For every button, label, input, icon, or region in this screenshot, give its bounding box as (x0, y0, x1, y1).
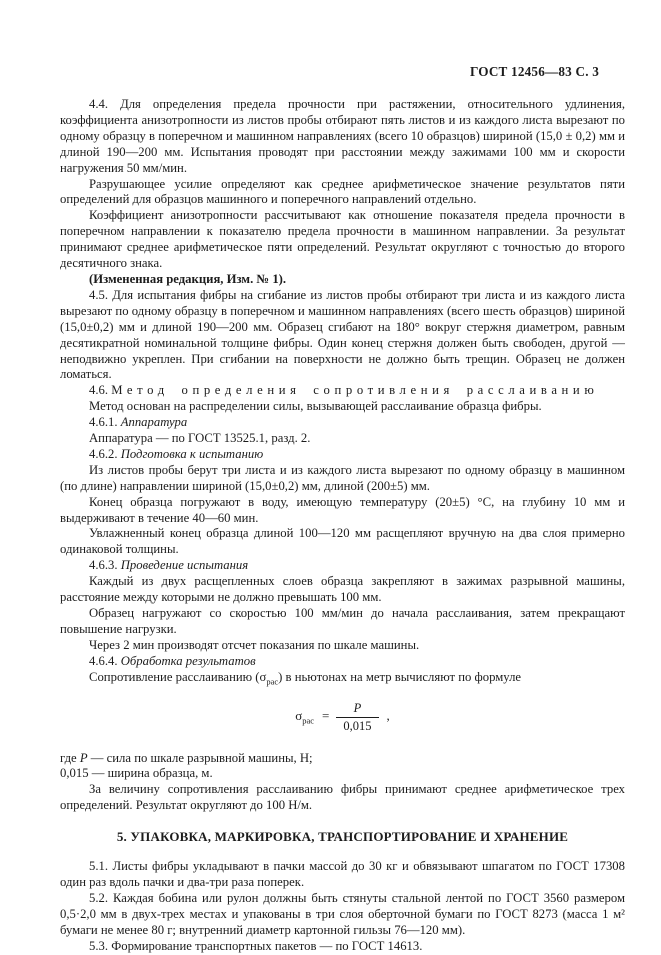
para-4-5: 4.5. Для испытания фибры на сгибание из листов пробы отбирают три листа и из каждого листа вырезают по одному образцу в поперечном и машинном направлениях (всего шесть образцов) шириной (15,0±0,2) мм и длиной 190—200 мм. Образец сгибают на 180° вокруг стержня диаметром, равным десятикратной номинальной толщине фибры. Один конец стержня должен быть свободен, другой — неподвижно укреплен. При сгибании на поверхности не должно быть трещин. Образец не должен ломаться. (60, 287, 625, 382)
para-4-6-3-reading: Через 2 мин производят отсчет показания по шкале машины. (89, 637, 420, 652)
para-5-2: 5.2. Каждая бобина или рулон должны быть стянуты стальной лентой по ГОСТ 3560 размером 0,5·2,0 мм в двух-трех местах и упакованы в три слоя оберточной бумаги по ГОСТ 8273 (масса 1 м² бумаги не менее 80 г; внутренний диаметр картонной гильзы 76—120 мм). (60, 890, 625, 937)
para-4-4: 4.4. Для определения предела прочности при растяжении, относительного удлинения, коэффициента анизотропности из листов пробы отбирают пять листов и из каждого листа вырезают по одному образцу в поперечном и машинном направлениях (всего 10 образцов) шириной (15,0 ± 0,2) мм и длиной 190—200 мм. Испытания проводят при расстоянии между зажимами 100 мм и скорости нагружения 50 мм/мин. (60, 97, 625, 175)
heading-4-6-2-number: 4.6.2. (89, 446, 118, 461)
heading-4-6-number: 4.6. (89, 383, 109, 398)
formula-intro-pre: Сопротивление расслаиванию (σ (89, 669, 267, 684)
formula-sigma-ras (60, 701, 625, 734)
fraction-numerator: P (353, 700, 362, 715)
running-header: ГОСТ 12456—83 С. 3 (469, 64, 599, 79)
heading-4-6 (60, 383, 625, 399)
heading-4-6-2-title: Подготовка к испытанию (120, 446, 264, 461)
para-4-6-2-water: Конец образца погружают в воду, имеющую температуру (20±5) °С, на глубину 10 мм и выдерживают в течение 40—60 мин. (60, 494, 625, 525)
fraction-denominator: 0,015 (336, 717, 378, 734)
heading-4-6-1-number: 4.6.1. (89, 415, 118, 430)
formula-legend-P (60, 751, 625, 767)
para-4-6-intro: Метод основан на распределении силы, вызывающей расслаивание образца фибры. (89, 399, 542, 414)
heading-4-6-1 (60, 415, 625, 431)
para-4-6-3-loading: Образец нагружают со скоростью 100 мм/мин до начала расслаивания, затем прекращают повышение нагрузки. (60, 606, 625, 636)
heading-4-6-3 (60, 558, 625, 574)
sigma-symbol: σ (295, 708, 303, 724)
formula-lhs (295, 708, 315, 726)
fraction (336, 701, 378, 734)
amended-note: (Измененная редакция, Изм. № 1). (89, 271, 287, 286)
heading-4-6-4-title: Обработка результатов (120, 653, 256, 668)
heading-4-6-4 (60, 654, 625, 670)
sigma-symbol-subscript: рас (302, 715, 315, 726)
legend-where-word: где (60, 750, 77, 765)
para-4-6-4-formula-intro (60, 670, 625, 686)
sigma-subscript: рас (266, 676, 279, 687)
para-5-3: 5.3. Формирование транспортных пакетов — по ГОСТ 14613. (89, 938, 423, 953)
para-4-4-breaking-force: Разрушающее усилие определяют как среднее арифметическое значение результатов пяти определений для образцов машинного и поперечного направлений отдельно. (60, 176, 625, 207)
heading-4-6-3-title: Проведение испытания (120, 558, 249, 573)
heading-4-6-2 (60, 447, 625, 463)
para-4-6-3-clamps: Каждый из двух расщепленных слоев образца закрепляют в зажимах разрывной машины, расстояние между которыми не должно превышать 100 мм. (60, 574, 625, 605)
para-4-6-2-samples: Из листов пробы берут три листа и из каждого листа вырезают по одному образцу в машинном (по длине) направлении шириной (15,0±0,2) мм, длиной (200±5) мм. (60, 462, 625, 493)
formula-comma: , (386, 708, 390, 724)
heading-4-6-title: Метод определения сопротивления расслаиванию (111, 383, 599, 398)
equals-sign: = (322, 708, 330, 724)
para-4-6-2-split: Увлажненный конец образца длиной 100—120 мм расщепляют вручную на два слоя примерно одинаковой толщины. (60, 526, 625, 557)
formula-legend-width: 0,015 — ширина образца, м. (60, 766, 213, 781)
document-body (60, 97, 625, 955)
legend-P-description: — сила по шкале разрывной машины, Н; (90, 750, 313, 765)
para-4-6-1: Аппаратура — по ГОСТ 13525.1, разд. 2. (89, 431, 311, 446)
formula-intro-post: ) в ньютонах на метр вычисляют по формуле (278, 669, 522, 684)
para-4-4-anisotropy: Коэффициент анизотропности рассчитывают как отношение показателя предела прочности в поперечном направлении к показателю предела прочности в машинном направлении. За результат принимают среднее арифметическое пяти определений. Результат округляют с точностью до второго десятичного знака. (60, 208, 625, 271)
para-4-6-4-final: За величину сопротивления расслаиванию фибры принимают среднее арифметическое трех определений. Результат округляют до 100 Н/м. (60, 782, 625, 813)
heading-section-5: 5. УПАКОВКА, МАРКИРОВКА, ТРАНСПОРТИРОВАНИЕ И ХРАНЕНИЕ (116, 829, 569, 845)
heading-4-6-4-number: 4.6.4. (89, 653, 118, 668)
legend-variable-P: Р (79, 750, 88, 765)
heading-4-6-1-title: Аппаратура (120, 415, 188, 430)
para-5-1: 5.1. Листы фибры укладывают в пачки массой до 30 кг и обвязывают шпагатом по ГОСТ 17308 один раз вдоль пачки и два-три раза поперек. (60, 859, 625, 889)
heading-4-6-3-number: 4.6.3. (89, 558, 118, 573)
